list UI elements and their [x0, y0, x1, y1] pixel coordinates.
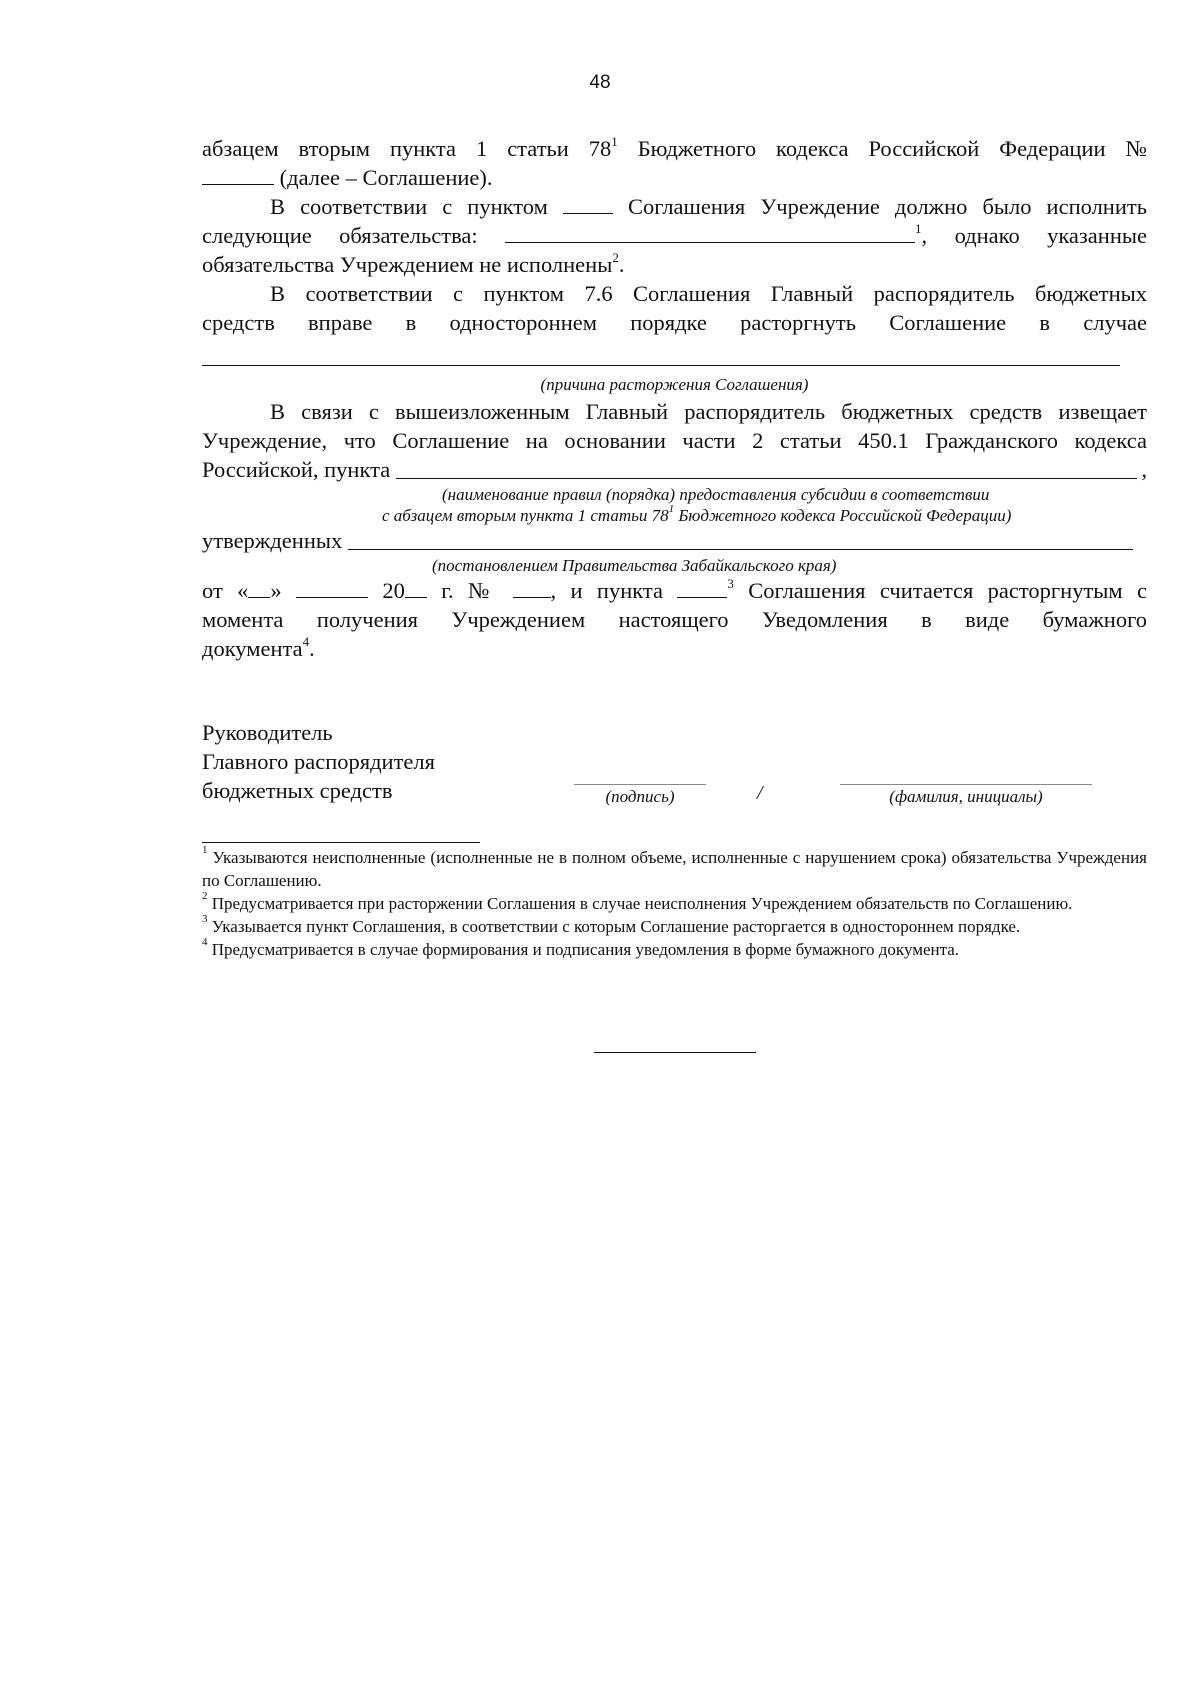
full-name-line[interactable]	[840, 784, 1092, 785]
termination-reason-blank[interactable]	[202, 337, 1120, 366]
rules-name-blank[interactable]	[396, 456, 1137, 479]
footnote-separator	[202, 842, 480, 843]
rules-clause-blank[interactable]	[677, 577, 727, 598]
paragraph-obligations-line2: следующие обязательства: $^1$, однако указанные	[202, 220, 1147, 248]
hint-resolution: (постановлением Правительства Забайкальского края)	[432, 556, 837, 575]
paragraph-date-line2: момента получения Учреждением настоящего Уведомления в виде бумажного	[202, 607, 1147, 632]
signature-hint: (подпись)	[605, 787, 675, 806]
hint-rules-name-line1: (наименование правил (порядка) предоставления субсидии в соответствии	[442, 485, 990, 504]
paragraph-termination-right-line1: В соответствии с пунктом 7.6 Соглашения Главный распорядитель бюджетных	[270, 281, 1147, 306]
agreement-number-blank[interactable]	[202, 164, 274, 185]
year-blank[interactable]	[405, 577, 427, 598]
paragraph-date-line3: документа$^4$.	[202, 633, 315, 661]
end-of-page-rule	[594, 1052, 756, 1053]
hint-termination-reason: (причина расторжения Соглашения)	[540, 375, 809, 394]
paragraph-notice-line3: Российской, пункта ,	[202, 457, 1147, 482]
paragraph-notice-line1: В связи с вышеизложенным Главный распорядитель бюджетных средств извещает	[270, 399, 1147, 424]
obligations-blank[interactable]	[505, 222, 915, 243]
paragraph-approved-by: утвержденных	[202, 526, 1137, 555]
paragraph-obligations-line3: обязательства Учреждением не исполнены$^2$.	[202, 249, 625, 277]
resolution-number-blank[interactable]	[513, 577, 551, 598]
signature-line[interactable]	[574, 784, 706, 785]
footnote-3: $^3$ Указывается пункт Соглашения, в соответствии с которым Соглашение расторгается в одностороннем порядке.	[202, 913, 1021, 936]
signature-separator: /	[757, 782, 763, 804]
clause-number-blank[interactable]	[563, 193, 613, 214]
footnotes	[202, 846, 1147, 961]
footnote-1: $^1$ Указываются неисполненные (исполненные не в полном объеме, исполненные с нарушением срока) обязательства Учреждения по Соглашению.	[202, 844, 1147, 890]
footnote-2: $^2$ Предусматривается при расторжении Соглашения в случае неисполнения Учреждением обязательств по Соглашению.	[202, 890, 1073, 913]
hint-rules-name-line2: с абзацем вторым пункта 1 статьи $78^1$ Бюджетного кодекса Российской Федерации)	[382, 503, 1012, 525]
paragraph-date-line1: от « » 20 г. № , и пункта $^3$ Соглашения считается расторгнутым с	[202, 575, 1147, 603]
paragraph-agreement-number: (далее – Соглашение).	[202, 163, 1147, 192]
signatory-title: Руководитель Главного распорядителя бюджетных средств	[202, 720, 435, 803]
page-number: 48	[589, 72, 611, 93]
document-body	[202, 134, 1147, 663]
full-name-hint: (фамилия, инициалы)	[889, 787, 1043, 806]
paragraph-obligations-line1: В соответствии с пунктом Соглашения Учреждение должно было исполнить	[270, 194, 1147, 219]
paragraph-agreement-ref: абзацем вторым пункта 1 статьи $78^1$ Бюджетного кодекса Российской Федерации №	[202, 133, 1147, 161]
footnote-4: $^4$ Предусматривается в случае формирования и подписания уведомления в форме бумажного документа.	[202, 936, 960, 959]
paragraph-termination-right-line2: средств вправе в одностороннем порядке расторгнуть Соглашение в случае	[202, 310, 1147, 335]
day-blank[interactable]	[248, 577, 270, 598]
approving-act-blank[interactable]	[348, 527, 1133, 550]
paragraph-notice-line2: Учреждение, что Соглашение на основании части 2 статьи 450.1 Гражданского кодекса	[202, 428, 1147, 453]
month-blank[interactable]	[296, 577, 368, 598]
